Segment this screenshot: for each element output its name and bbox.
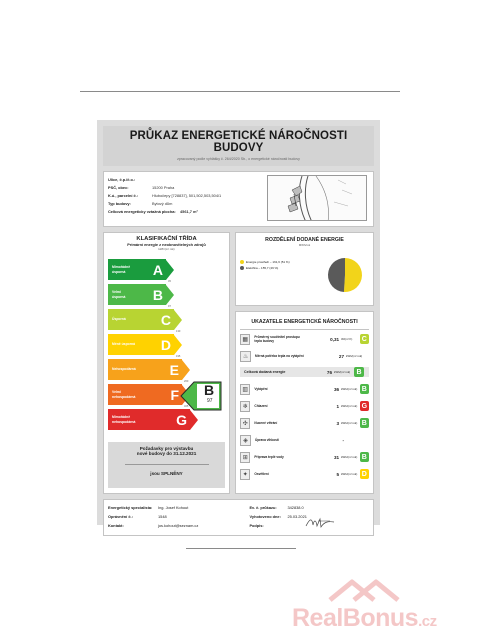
class-label-line: úsporná bbox=[112, 269, 126, 274]
indicator-unit: W/(m² K) bbox=[341, 337, 353, 341]
footer-label: Oprávnění č.: bbox=[108, 514, 133, 519]
info-label: Typ budovy: bbox=[108, 200, 131, 206]
distribution-unit: MWh/rok bbox=[298, 243, 311, 247]
indicator-row bbox=[240, 399, 369, 413]
class-bar-body bbox=[108, 284, 166, 305]
heating-icon: ▥ bbox=[240, 384, 250, 395]
pie-slice-0 bbox=[344, 258, 362, 292]
indicator-class-badge: B bbox=[360, 452, 369, 462]
realbonus-watermark bbox=[292, 604, 437, 633]
footer-value: 25.03.2021 bbox=[287, 514, 307, 519]
classification-panel bbox=[103, 232, 230, 494]
class-bar-body bbox=[108, 334, 174, 355]
info-label: K.ú., parcelní č.: bbox=[108, 192, 139, 198]
class-label bbox=[112, 367, 136, 371]
class-bar-body bbox=[108, 409, 190, 430]
indicator-row bbox=[240, 382, 369, 396]
info-label: Celková energeticky vztažná plocha: bbox=[108, 208, 176, 214]
indicator-class-badge: D bbox=[360, 469, 369, 479]
class-bar-tip bbox=[166, 260, 174, 280]
total-energy-unit: kWh/(m² rok) bbox=[334, 370, 351, 374]
indicator-class-badge: C bbox=[360, 334, 369, 344]
building-info bbox=[103, 171, 374, 227]
info-value: 15200 Praha bbox=[152, 184, 175, 190]
footer-label: Podpis: bbox=[249, 523, 264, 528]
class-label-line: nehospodárná bbox=[112, 394, 136, 399]
class-letter: G bbox=[176, 411, 187, 428]
indicator-value: 36 bbox=[333, 386, 340, 392]
rating-letter: B bbox=[204, 382, 215, 398]
requirements-result: jsou SPLNĚNY bbox=[125, 464, 209, 476]
footer-label: Vyhotoveno dne: bbox=[249, 514, 281, 519]
distribution-pie bbox=[325, 255, 365, 295]
class-bar-tip bbox=[190, 410, 198, 430]
class-label-line: Méně úsporná bbox=[112, 342, 135, 347]
footer-value: 342838.0 bbox=[287, 505, 304, 510]
class-bar-tip bbox=[174, 310, 182, 330]
footer-value: Ing. Josef Kohout bbox=[158, 505, 189, 510]
class-label-line: Mimořádně bbox=[112, 415, 131, 420]
indicator-row bbox=[240, 332, 369, 346]
class-label bbox=[112, 415, 135, 423]
indicator-class-badge: B bbox=[360, 384, 369, 394]
class-bar-g bbox=[108, 409, 198, 430]
requirements-line2: nové budovy do 31.12.2021 bbox=[136, 451, 197, 456]
lighting-icon: ✦ bbox=[240, 469, 250, 480]
indicator-name: Chlazení bbox=[254, 404, 268, 408]
indicator-row bbox=[240, 450, 369, 464]
footer-row bbox=[108, 512, 249, 521]
ventilation-icon: ✣ bbox=[240, 418, 250, 429]
indicator-value: 1 bbox=[336, 403, 340, 409]
indicator-name: Měrná potřeba tepla na vytápění bbox=[255, 354, 304, 358]
classification-title: KLASIFIKAČNÍ TŘÍDA bbox=[136, 236, 197, 242]
footer-row bbox=[108, 503, 249, 512]
class-bar-c bbox=[108, 309, 182, 330]
indicator-value: - bbox=[342, 437, 345, 443]
class-bar-tip bbox=[166, 285, 174, 305]
indicator-value: 31 bbox=[333, 454, 340, 460]
heating-need-icon: ♨ bbox=[240, 351, 251, 362]
indicator-name: Nucené větrání bbox=[254, 421, 278, 425]
indicator-class-badge: G bbox=[361, 402, 368, 410]
indicator-name: Úprava vlhkosti bbox=[255, 438, 279, 442]
class-label bbox=[112, 290, 125, 298]
indicator-name: Průměrný součinitel prostupu tepla budovy bbox=[254, 335, 300, 343]
class-label-line: Velmi bbox=[112, 290, 121, 295]
indicator-unit: kWh/(m² rok) bbox=[341, 404, 358, 408]
legend-dot bbox=[240, 260, 244, 264]
watermark-brand: RealBonus bbox=[292, 604, 419, 632]
class-letter: D bbox=[160, 336, 171, 353]
certificate-title: PRŮKAZ ENERGETICKÉ NÁROČNOSTI BUDOVY bbox=[129, 130, 348, 154]
class-label bbox=[112, 342, 135, 346]
class-bar-body bbox=[108, 259, 166, 280]
class-letter: C bbox=[160, 311, 171, 328]
info-value: Bytový dům bbox=[152, 200, 173, 206]
class-label-line: Nehospodárná bbox=[112, 367, 136, 372]
indicator-unit: kWh/(m² rok) bbox=[341, 421, 358, 425]
classification-subtitle: Primární energie z neobnovitelných zdrojů bbox=[127, 242, 206, 247]
indicator-value: 0,31 bbox=[330, 336, 340, 342]
class-letter: E bbox=[169, 361, 179, 378]
footer-label: Ev. č. průkazu: bbox=[249, 505, 277, 510]
total-energy-name: Celková dodaná energie bbox=[244, 370, 286, 374]
class-threshold: 260 bbox=[184, 380, 189, 383]
distribution-title: ROZDĚLENÍ DODANÉ ENERGIE bbox=[265, 237, 344, 243]
indicator-unit: kWh/(m² rok) bbox=[341, 455, 358, 459]
class-threshold: 325 bbox=[184, 405, 189, 408]
distribution-panel bbox=[235, 232, 374, 306]
indicators-panel bbox=[235, 311, 374, 494]
indicator-class-badge: B bbox=[360, 418, 369, 428]
requirements-line1: Požadavky pro výstavbu bbox=[139, 446, 194, 451]
total-energy-row bbox=[240, 367, 369, 377]
indicators-title: UKAZATELE ENERGETICKÉ NÁROČNOSTI bbox=[240, 319, 369, 330]
total-energy-class-badge: B bbox=[354, 367, 364, 377]
indicator-row bbox=[240, 349, 369, 363]
energy-certificate bbox=[97, 120, 380, 528]
footer-value: 1548 bbox=[158, 514, 167, 519]
class-bar-body bbox=[108, 309, 174, 330]
top-divider bbox=[80, 91, 400, 92]
class-letter: F bbox=[170, 386, 179, 403]
indicator-name: Vytápění bbox=[254, 387, 268, 391]
class-letter: B bbox=[152, 286, 163, 303]
legend-label: Elektřina – 155,7 (49 %) bbox=[246, 266, 279, 270]
footer-right bbox=[249, 503, 369, 532]
legend-label: Energie prostředí – 161,6 (51 %) bbox=[246, 260, 290, 264]
class-label-line: úsporná bbox=[112, 294, 126, 299]
class-bar-body bbox=[108, 359, 182, 380]
class-bar-a bbox=[108, 259, 174, 280]
pie-slice-1 bbox=[328, 258, 345, 292]
class-bar-f bbox=[108, 384, 190, 405]
class-label-line: Mimořádně bbox=[112, 265, 131, 270]
cooling-icon: ❄ bbox=[240, 401, 250, 412]
indicator-name: Osvětlení bbox=[254, 472, 269, 476]
class-label-line: Úsporná bbox=[112, 317, 126, 322]
class-bar-tip bbox=[182, 360, 190, 380]
class-letter: A bbox=[152, 261, 163, 278]
indicator-value: 27 bbox=[338, 353, 345, 359]
indicator-unit: kWh/(m² rok) bbox=[341, 387, 358, 391]
building-map bbox=[267, 175, 367, 221]
class-bar-tip bbox=[174, 335, 182, 355]
footer-label: Energetický specialista: bbox=[108, 505, 153, 510]
footer-label: Kontakt: bbox=[108, 523, 124, 528]
class-bar-e bbox=[108, 359, 190, 380]
certificate-subtitle: zpracovaný podle vyhlášky č. 264/2020 Sb., o energetické náročnosti budovy bbox=[177, 157, 300, 161]
info-value: Hlubočepy [728837], 501,502,503,504/1 bbox=[152, 192, 222, 198]
bottom-divider bbox=[186, 548, 296, 549]
class-bar-d bbox=[108, 334, 182, 355]
legend-dot bbox=[240, 266, 244, 270]
footer-row bbox=[108, 521, 249, 530]
indicator-value: 3 bbox=[336, 420, 340, 426]
distribution-legend bbox=[240, 259, 290, 271]
class-threshold: 195 bbox=[176, 355, 181, 358]
certificate-header bbox=[103, 126, 374, 166]
indicator-row bbox=[240, 467, 369, 481]
signature bbox=[304, 516, 338, 530]
hot-water-icon: ⊞ bbox=[240, 452, 250, 463]
class-bar-b bbox=[108, 284, 174, 305]
total-energy-value: 76 bbox=[326, 369, 333, 375]
legend-item bbox=[240, 265, 290, 271]
info-label: Ulice, č.p./č.o.: bbox=[108, 176, 136, 182]
class-label bbox=[112, 265, 130, 273]
building-envelope-icon: ▦ bbox=[240, 334, 250, 345]
footer-value: jos.kohout@seznam.cz bbox=[158, 523, 199, 528]
watermark-suffix: .cz bbox=[418, 613, 437, 630]
class-threshold: 130 bbox=[176, 330, 181, 333]
classification-unit: kWh/(m² rok) bbox=[158, 247, 175, 251]
class-bar-body bbox=[108, 384, 182, 405]
certificate-footer bbox=[103, 499, 374, 536]
info-value: 4561,7 m² bbox=[180, 208, 198, 214]
footer-row bbox=[249, 503, 369, 512]
class-label bbox=[112, 317, 126, 321]
humidity-icon: ◈ bbox=[240, 435, 251, 446]
class-threshold: 97 bbox=[168, 305, 171, 308]
requirements-box bbox=[108, 442, 225, 488]
indicator-row bbox=[240, 416, 369, 430]
info-label: PSČ, obec: bbox=[108, 184, 129, 190]
class-label-line: Velmi bbox=[112, 390, 121, 395]
indicator-value: 5 bbox=[336, 471, 340, 477]
indicator-unit: kWh/(m² rok) bbox=[346, 354, 363, 358]
indicator-name: Příprava teplé vody bbox=[254, 455, 284, 459]
class-label-line: nehospodárná bbox=[112, 419, 136, 424]
indicator-unit: kWh/(m² rok) bbox=[341, 472, 358, 476]
footer-left bbox=[108, 503, 249, 532]
class-threshold: 45 bbox=[168, 280, 171, 283]
rating-value: 97 bbox=[207, 398, 213, 404]
class-label bbox=[112, 390, 135, 398]
indicator-row bbox=[240, 433, 369, 447]
